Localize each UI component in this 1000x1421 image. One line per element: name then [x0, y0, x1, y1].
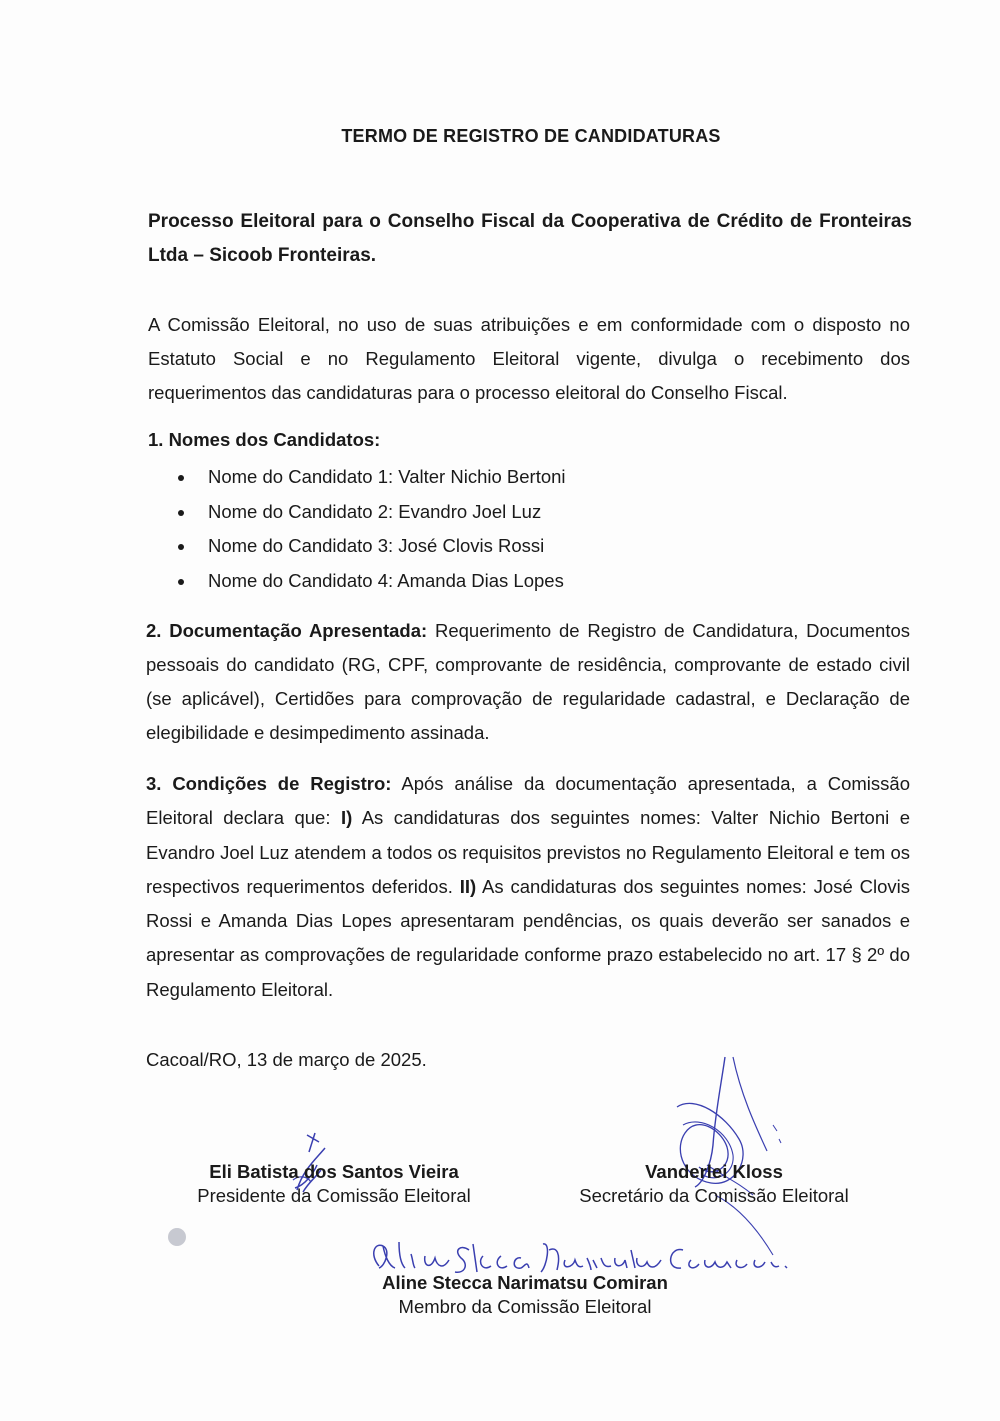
roman-numeral-1: I)	[340, 807, 353, 829]
section2-paragraph	[146, 614, 910, 750]
bullet-icon	[178, 475, 184, 481]
section2-text: Requerimento de Registro de Candidatura, Documentos pessoais do candidato (RG, CPF, comprovante de residência, comprovante de estado civil (se aplicável), Certidões para comprovação de regularidade cadastral, e Declaração de elegibilidade e desimpedimento assinada.	[146, 620, 910, 743]
section3-text-b: As candidaturas dos seguintes nomes: Valter Nichio Bertoni e Evandro Joel Luz atendem a todos os requisitos previstos no Regulamento Eleitoral e tem os respectivos requerimentos deferidos.	[146, 807, 910, 897]
section3-text-a: Após análise da documentação apresentada, a Comissão Eleitoral declara que:	[146, 773, 910, 829]
signatory-role: Membro da Comissão Eleitoral	[398, 1296, 652, 1317]
signatory-role: Presidente da Comissão Eleitoral	[197, 1185, 471, 1206]
section3-paragraph	[146, 767, 910, 1007]
place-date: Cacoal/RO, 13 de março de 2025.	[146, 1049, 427, 1070]
signatory-name: Eli Batista dos Santos Vieira	[209, 1161, 459, 1182]
signature-president	[150, 1160, 518, 1208]
signatory-role: Secretário da Comissão Eleitoral	[579, 1185, 849, 1206]
candidate-name: Nome do Candidato 1: Valter Nichio Bertoni	[208, 466, 566, 487]
section1-heading: 1. Nomes dos Candidatos:	[148, 429, 381, 450]
bullet-icon	[178, 544, 184, 550]
roman-numeral-2: II)	[459, 875, 477, 897]
stamp-mark	[168, 1228, 186, 1246]
bullet-icon	[178, 579, 184, 585]
bullet-icon	[178, 510, 184, 516]
list-item	[176, 529, 566, 564]
section3-heading: 3. Condições de Registro:	[146, 773, 392, 794]
document-subtitle: Processo Eleitoral para o Conselho Fiscal da Cooperativa de Crédito de Fronteiras Ltda – Sicoob Fronteiras.	[148, 211, 912, 266]
candidate-name: Nome do Candidato 3: José Clovis Rossi	[208, 535, 545, 556]
document-title: TERMO DE REGISTRO DE CANDIDATURAS	[341, 126, 721, 146]
signatory-name: Aline Stecca Narimatsu Comiran	[382, 1272, 668, 1293]
signature-secretary	[545, 1160, 883, 1208]
section2-heading: 2. Documentação Apresentada:	[146, 620, 428, 641]
signature-member	[345, 1271, 705, 1319]
candidate-name: Nome do Candidato 2: Evandro Joel Luz	[208, 500, 542, 522]
section3-text-c: As candidaturas dos seguintes nomes: José Clovis Rossi e Amanda Dias Lopes apresentaram pendências, os quais deverão ser sanados e apresentar as comprovações de regularidade conforme prazo estabelecido no art. 17 § 2º do Regulamento Eleitoral.	[146, 875, 910, 1000]
candidate-list	[176, 460, 566, 598]
intro-paragraph: A Comissão Eleitoral, no uso de suas atribuições e em conformidade com o disposto no Estatuto Social e no Regulamento Eleitoral vigente, divulga o recebimento dos requerimentos das candidaturas para o processo eleitoral do Conselho Fiscal.	[148, 314, 910, 403]
list-item	[176, 460, 566, 495]
candidate-name: Nome do Candidato 4: Amanda Dias Lopes	[208, 569, 564, 591]
list-item	[176, 564, 566, 599]
list-item	[176, 495, 566, 530]
signatory-name: Vanderlei Kloss	[645, 1161, 783, 1182]
